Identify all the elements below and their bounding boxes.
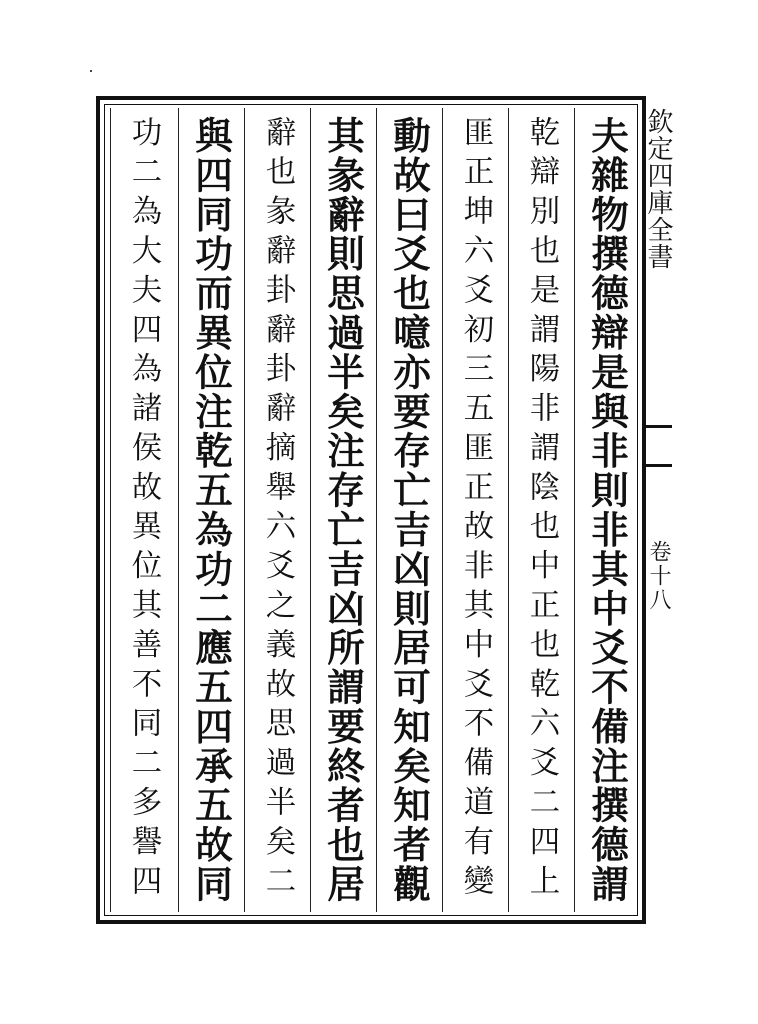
paper-speck [90,70,92,72]
column-text: 動故曰爻也噫亦要存亡吉凶則居可知矣知者觀 [387,116,431,904]
column-text: 夫雜物撰德辯是與非則非其中爻不備注撰德謂 [585,116,629,904]
column-text: 匪正坤六爻初三五匪正故非其中爻不備道有變 [458,116,493,904]
text-column-3 [442,108,506,912]
text-column-4 [376,108,440,912]
text-column-1 [574,108,638,912]
column-text: 與四同功而異位注乾五為功二應五四承五故同 [189,116,233,904]
text-column-6 [244,108,308,912]
text-column-7 [178,108,242,912]
page-margin-strip [644,100,672,920]
column-text: 其彖辭則思過半矣注存亡吉凶所謂要終者也居 [321,116,365,904]
text-column-5 [310,108,374,912]
column-text: 乾辯別也是謂陽非謂陰也中正也乾六爻二四上 [524,116,559,904]
column-text: 功二為大夫四為諸侯故異位其善不同二多譽四 [126,116,161,904]
text-column-8 [110,108,174,912]
book-title: 欽定四庫全書 [643,108,673,270]
text-column-2 [508,108,572,912]
volume-number: 卷十八 [646,540,671,612]
column-text: 辭也彖辭卦辭卦辭摘舉六爻之義故思過半矣二 [260,116,295,904]
fish-tail-mark [642,425,672,467]
